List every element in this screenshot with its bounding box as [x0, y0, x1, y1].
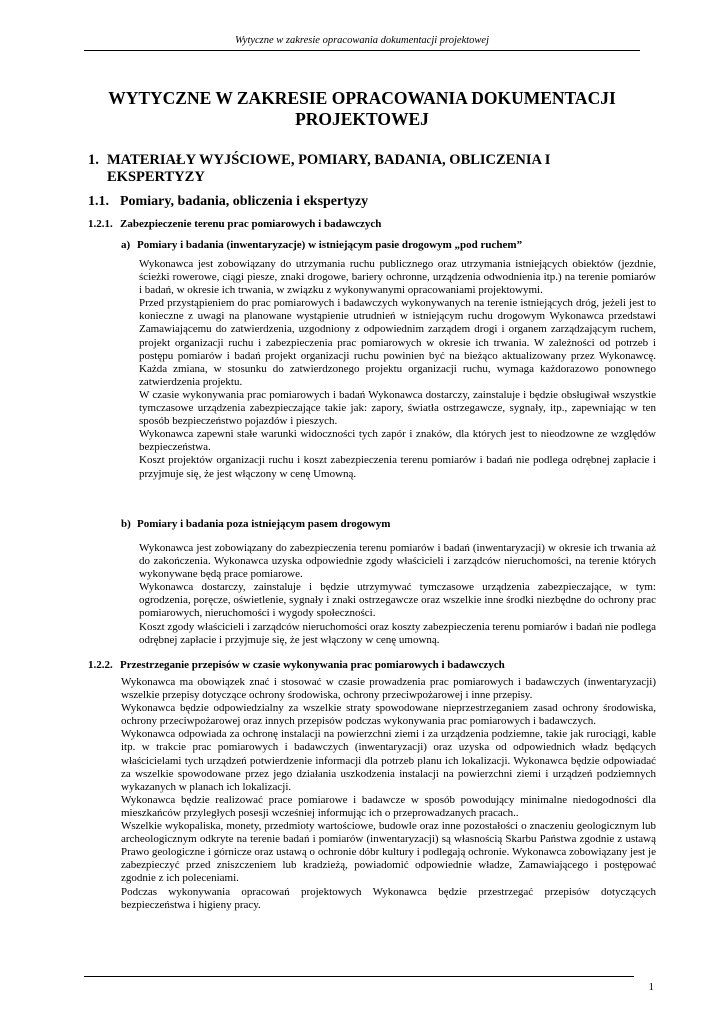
- subsection-a-body: [139, 258, 656, 481]
- paragraph: W czasie wykonywania prac pomiarowych i badań Wykonawca dostarczy, zainstaluje i będzie obsługiwał wszystkie tymczasowe urządzenia zabezpieczające takie jak: zapory, światła ostrzegawcze, sygnały, itp., zapewniając w ten sposób bezpieczeństwo pojazdów i pieszych.: [139, 388, 656, 428]
- subsection-b-number: b): [121, 518, 131, 530]
- paragraph: Wykonawca zapewni stałe warunki widoczności tych zapór i znaków, dla których jest to nieodzowne ze względów bezpieczeństwa.: [139, 428, 656, 454]
- subsection-b-title: Pomiary i badania poza istniejącym pasem drogowym: [137, 518, 391, 530]
- section-1-2-1-heading: [88, 218, 381, 231]
- subsection-a-title: Pomiary i badania (inwentaryzacje) w istniejącym pasie drogowym „pod ruchem”: [137, 239, 523, 251]
- paragraph: Wszelkie wykopaliska, monety, przedmioty wartościowe, budowle oraz inne pozostałości o znaczeniu geologicznym lub archeologicznym odkryte na terenie badań i pomiarów (inwentaryzacji) są własnością Skarbu Państwa zgodnie z ustawą Prawo geologiczne i górnicze oraz ustawą o ochronie dóbr kultury i podlegają ochronie. Wykonawca zobowiązany jest je zabezpieczyć przed zniszczeniem lub kradzieżą, powiadomić odpowiednie władze, Zamawiającego i postępować zgodnie z ich poleceniami.: [121, 820, 656, 885]
- header-rule: [84, 50, 640, 51]
- document-title: WYTYCZNE W ZAKRESIE OPRACOWANIA DOKUMENTACJI PROJEKTOWEJ: [108, 88, 616, 129]
- paragraph: Wykonawca ma obowiązek znać i stosować w czasie prowadzenia prac pomiarowych i badawczych (inwentaryzacji) wszelkie przepisy dotyczące ochrony środowiska, ochrony przeciwpożarowej i inne przepisy.: [121, 676, 656, 702]
- section-1-2-1-title: Zabezpieczenie terenu prac pomiarowych i badawczych: [120, 218, 382, 230]
- section-1-title: MATERIAŁY WYJŚCIOWE, POMIARY, BADANIA, OBLICZENIA I EKSPERTYZY: [107, 152, 551, 185]
- paragraph: Koszt projektów organizacji ruchu i koszt zabezpieczenia terenu pomiarów i badań nie podlega odrębnej zapłacie i przyjmuje się, że jest włączony w cenę Umowną.: [139, 454, 656, 480]
- paragraph: Wykonawca będzie odpowiedzialny za wszelkie straty spowodowane nieprzestrzeganiem zasad ochrony środowiska, ochrony przeciwpożarowej oraz innych przepisów podczas wykonywania prac pomiarowych i badawczych.: [121, 702, 656, 728]
- paragraph: Koszt zgody właścicieli i zarządców nieruchomości oraz koszty zabezpieczenia terenu pomiarów i badań nie podlega odrębnej zapłacie i przyjmuje się, że jest włączony w cenę umowną.: [139, 620, 656, 646]
- paragraph: Wykonawca odpowiada za ochronę instalacji na powierzchni ziemi i za urządzenia podziemne, takie jak rurociągi, kable itp. w trakcie prac pomiarowych i badawczych (inwentaryzacji) oraz uzyska od odpowiednich władz będących właścicielami tych urządzeń potwierdzenie informacji dla potrzeb planu ich lokalizacji. Wykonawca będzie odpowiadać za wszelkie spowodowane przez jego działania uszkodzenia instalacji na powierzchni ziemi i urządzeń podziemnych wykazanych w planach ich lokalizacji.: [121, 728, 656, 793]
- paragraph: Wykonawca jest zobowiązany do utrzymania ruchu publicznego oraz utrzymania istniejących obiektów (jezdnie, ścieżki rowerowe, ciągi piesze, znaki drogowe, bariery ochronne, urządzenia odwodnienia itp.) na terenie pomiarów i badań, w okresie ich trwania, w związku z wykonywanymi opracowaniami projektowymi.: [139, 258, 656, 297]
- subsection-b-heading: [121, 518, 390, 531]
- section-1-2-2-title: Przestrzeganie przepisów w czasie wykonywania prac pomiarowych i badawczych: [120, 659, 505, 671]
- section-1-1-title: Pomiary, badania, obliczenia i ekspertyzy: [120, 194, 369, 209]
- section-1-heading: [88, 152, 608, 186]
- subsection-a-heading: [121, 239, 522, 252]
- section-1-1-heading: [88, 194, 368, 210]
- section-1-2-2-number: 1.2.2.: [88, 659, 113, 671]
- section-1-2-2-heading: [88, 659, 505, 672]
- paragraph: Podczas wykonywania opracowań projektowych Wykonawca będzie przestrzegać przepisów dotyczących bezpieczeństwa i higieny pracy.: [121, 885, 656, 911]
- footer-rule: [84, 976, 634, 977]
- section-1-number: 1.: [88, 152, 99, 168]
- paragraph: Wykonawca dostarczy, zainstaluje i będzie utrzymywać tymczasowe urządzenia zabezpieczające, w tym: ogrodzenia, poręcze, oświetlenie, sygnały i znaki ostrzegawcze oraz wszelkie inne środki niezbędne do ochrony prac pomiarowych, nieruchomości i wygody społeczności.: [139, 581, 656, 620]
- section-1-2-1-number: 1.2.1.: [88, 218, 113, 230]
- paragraph: Wykonawca jest zobowiązany do zabezpieczenia terenu pomiarów i badań (inwentaryzacji) w okresie ich trwania aż do zakończenia. Wykonawca uzyska odpowiednie zgody właścicieli i zarządców nieruchomości, na terenie których wykonywane będą prace pomiarowe.: [139, 542, 656, 581]
- page-number: 1: [648, 981, 654, 993]
- paragraph: Wykonawca będzie realizować prace pomiarowe i badawcze w sposób powodujący minimalne niedogodności dla mieszkańców przyległych posesji wcześniej informując ich o przeprowadzanych pracach..: [121, 793, 656, 819]
- subsection-b-body: [139, 542, 656, 647]
- section-1-1-number: 1.1.: [88, 194, 109, 209]
- section-1-2-2-body: [121, 676, 656, 912]
- subsection-a-number: a): [121, 239, 131, 251]
- running-header: Wytyczne w zakresie opracowania dokumentacji projektowej: [235, 35, 489, 46]
- paragraph: Przed przystąpieniem do prac pomiarowych i badawczych wykonywanych na terenie istniejących dróg, jeżeli jest to konieczne z uwagi na planowane wystąpienie utrudnień w istniejącym ruchu drogowym Wykonawca przedstawi Zamawiającemu do zatwierdzenia, uzgodniony z odpowiednim zarządem drogi i organem zarządzającym ruchem, projekt organizacji ruchu i zabezpieczenia prac pomiarowych w okresie ich trwania. W zależności od potrzeb i postępu pomiarów i badań projekt organizacji ruchu powinien być na bieżąco aktualizowany przez Wykonawcę. Każda zmiana, w stosunku do zatwierdzonego projektu organizacji ruchu, wymaga każdorazowo ponownego zatwierdzenia projektu.: [139, 297, 656, 388]
